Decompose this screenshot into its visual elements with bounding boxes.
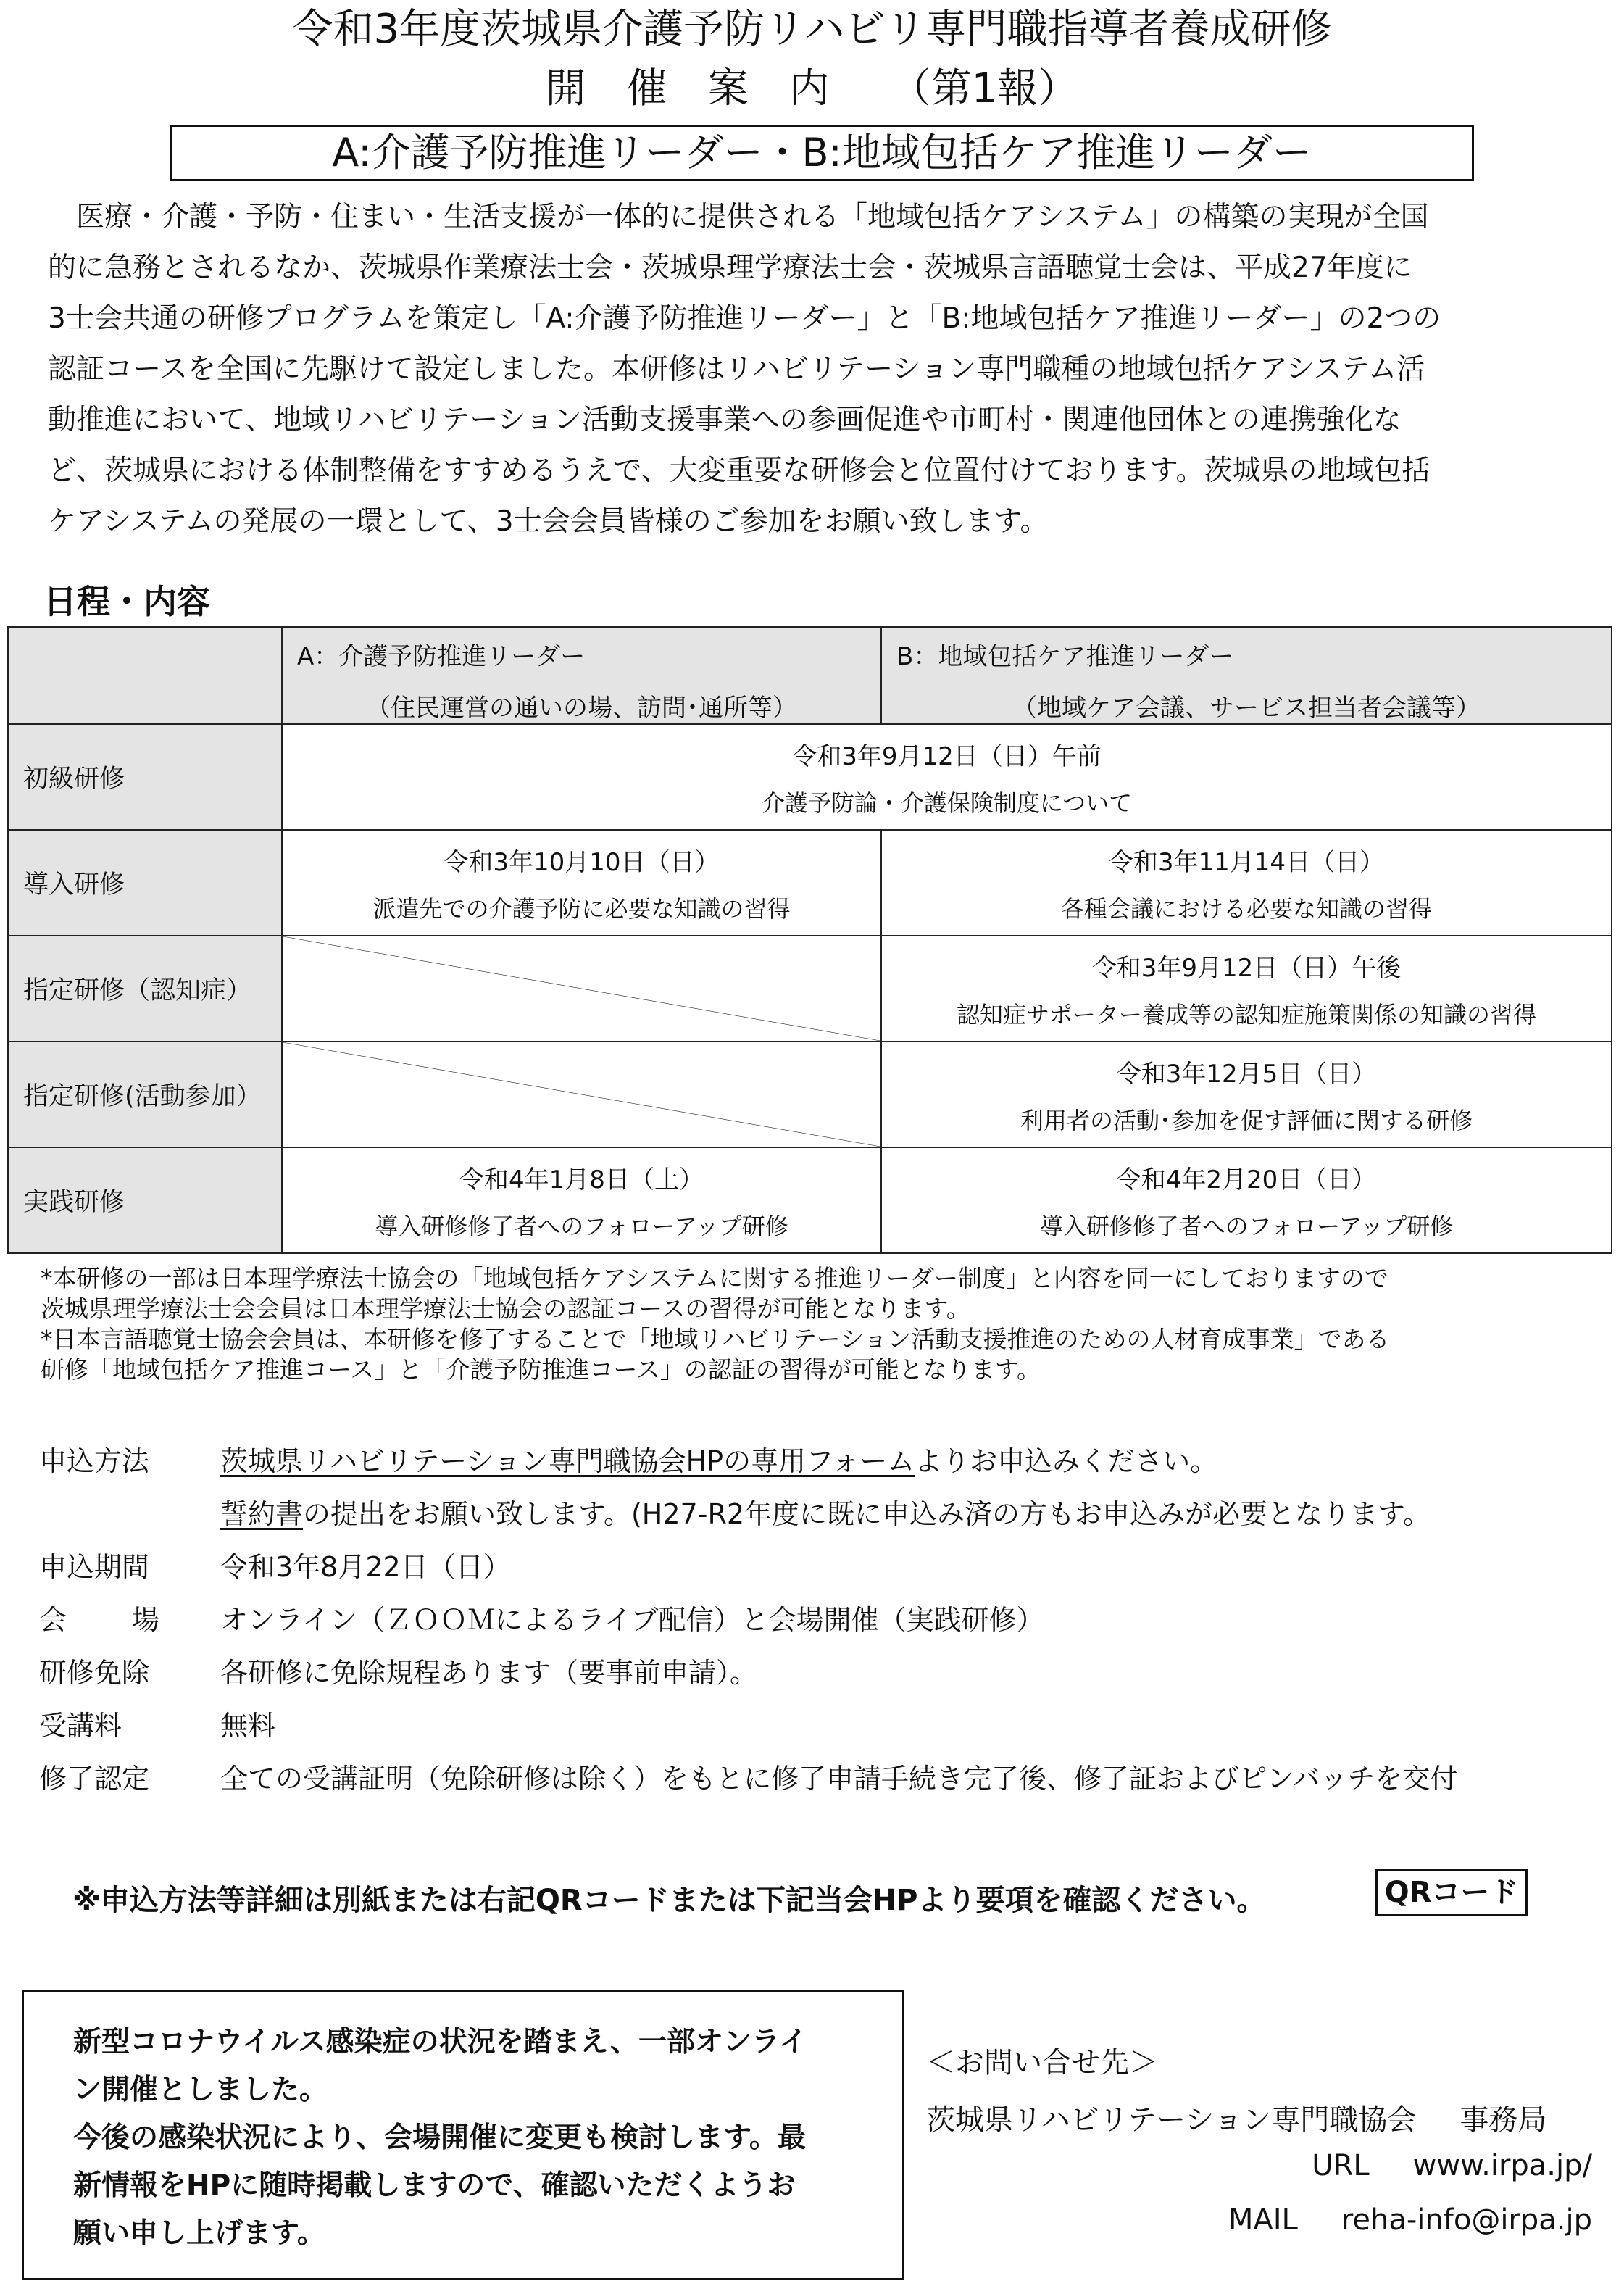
schedule-cell-a (282, 1147, 881, 1253)
covid-notice-box (22, 1990, 904, 2280)
info-value: よりお申込みください。 (915, 1445, 1218, 1477)
diagonal-slash (283, 936, 880, 1041)
covid-notice-line: 新情報をHPに随時掲載しますので、確認いただくようお (73, 2169, 796, 2202)
covid-notice-line: 新型コロナウイルス感染症の状況を踏まえ、一部オンライ (73, 2026, 807, 2058)
cell-description: 派遣先での介護予防に必要な知識の習得 (372, 894, 791, 923)
cell-date: 令和4年2月20日（日） (1116, 1165, 1377, 1194)
document-title: 令和3年度茨城県介護予防リハビリ専門職指導者養成研修 (292, 6, 1332, 53)
schedule-heading: 日程・内容 (43, 582, 210, 621)
info-label: 申込方法 (39, 1445, 150, 1477)
info-row-certification (39, 1756, 1457, 1809)
cell-date: 令和3年12月5日（日） (1116, 1059, 1377, 1089)
table-row (8, 1042, 1612, 1147)
organization-name: 茨城県リハビリテーション専門職協会 (926, 2103, 1417, 2137)
corner-cell (8, 627, 282, 724)
info-row-period (39, 1545, 1457, 1597)
info-value: の提出をお願い致します。(H27-R2年度に既に申込み済の方もお申込みが必要となります。 (303, 1498, 1431, 1530)
application-info (39, 1439, 1457, 1809)
footnote-line: 研修「地域包括ケア推進コース」と「介護予防推進コース」の認証の習得が可能となります。 (41, 1355, 1041, 1384)
footnote-line: *本研修の一部は日本理学療法士協会の「地域包括ケアシステムに関する推進リーダー制度」と内容を同一にしておりますので (41, 1264, 1388, 1292)
column-b-subtitle: （地域ケア会議、サービス担当者会議等） (1012, 694, 1481, 723)
not-applicable-cell (282, 1042, 881, 1147)
column-a-subtitle: （住民運営の通いの場、訪問･通所等） (366, 694, 797, 723)
row-label: 初級研修 (8, 724, 282, 830)
intro-line: 認証コースを全国に先駆けて設定しました。本研修はリハビリテーション専門職種の地域包括ケアシステム活 (48, 353, 1425, 386)
cell-date: 令和3年11月14日（日） (1108, 847, 1385, 877)
info-label: 修了認定 (39, 1763, 150, 1795)
intro-line: ど、茨城県における体制整備をすすめるうえで、大変重要な研修会と位置付けております。茨城県の地域包括 (48, 454, 1431, 487)
contact-organization (926, 2097, 1546, 2138)
column-header-a (282, 627, 881, 724)
info-value: 全ての受講証明（免除研修は除く）をもとに修了申請手続き完了後、修了証およびピンバッチを交付 (220, 1763, 1458, 1795)
contact-url (1312, 2149, 1592, 2182)
intro-line: 3士会共通の研修プログラムを策定し「A:介護予防推進リーダー」と「B:地域包括ケア推進リーダー」の2つの (48, 302, 1441, 335)
pledge-document-link[interactable]: 誓約書 (220, 1498, 304, 1530)
schedule-table (7, 626, 1612, 1254)
info-value: 無料 (220, 1710, 276, 1742)
cell-description: 利用者の活動･参加を促す評価に関する研修 (1020, 1106, 1473, 1134)
mail-label: MAIL (1228, 2203, 1298, 2237)
cell-description: 介護予防論・介護保険制度について (761, 789, 1133, 817)
schedule-cell-shared (282, 724, 1612, 830)
qr-code-box[interactable]: QRコード (1375, 1869, 1528, 1916)
row-label: 実践研修 (8, 1147, 282, 1253)
info-row-pledge (39, 1492, 1457, 1545)
table-row (8, 830, 1612, 936)
schedule-cell-a (282, 830, 881, 936)
cell-date: 令和4年1月8日（土） (459, 1165, 704, 1194)
not-applicable-cell (282, 936, 881, 1042)
info-value: オンライン（ＺＯＯＭによるライブ配信）と会場開催（実践研修） (220, 1604, 1044, 1636)
info-label-part: 会 (39, 1604, 67, 1636)
covid-notice-line: 今後の感染状況により、会場開催に変更も検討します。最 (73, 2121, 806, 2154)
mail-link[interactable]: reha-info@irpa.jp (1341, 2203, 1592, 2237)
document-subtitle-notice: 開 催 案 内 （第1報） (545, 65, 1079, 112)
info-label: 研修免除 (39, 1657, 150, 1689)
intro-paragraph (48, 192, 1577, 547)
info-label (39, 1597, 220, 1637)
cell-description: 導入研修修了者へのフォローアップ研修 (375, 1212, 788, 1240)
info-label: 受講料 (39, 1710, 122, 1742)
schedule-header-row (8, 627, 1612, 724)
footnotes (41, 1263, 1390, 1385)
info-row-apply (39, 1439, 1457, 1492)
schedule-cell-b (881, 1042, 1612, 1147)
column-a-title: A：介護予防推進リーダー (297, 642, 586, 671)
schedule-cell-b (881, 936, 1612, 1042)
contact-mail (1228, 2203, 1592, 2237)
application-form-link[interactable]: 茨城県リハビリテーション専門職協会HPの専用フォーム (220, 1445, 915, 1477)
table-row (8, 724, 1612, 830)
covid-notice-line: ン開催としました。 (73, 2074, 328, 2106)
footnote-line: 茨城県理学療法士会会員は日本理学療法士協会の認証コースの習得が可能となります。 (41, 1294, 970, 1323)
column-header-b (881, 627, 1612, 724)
details-notice: ※申込方法等詳細は別紙または右記QRコードまたは下記当会HPより要項を確認ください。 (72, 1884, 1266, 1917)
office-name: 事務局 (1459, 2103, 1547, 2137)
intro-line: 動推進において、地域リハビリテーション活動支援事業への参画促進や市町村・関連他団体との連携強化な (48, 404, 1402, 436)
cell-description: 各種会議における必要な知識の習得 (1060, 894, 1432, 923)
intro-line: 的に急務とされるなか、茨城県作業療法士会・茨城県理学療法士会・茨城県言語聴覚士会は、平成27年度に (48, 252, 1412, 284)
table-row (8, 936, 1612, 1042)
row-label: 導入研修 (8, 830, 282, 936)
cell-description: 導入研修修了者へのフォローアップ研修 (1039, 1212, 1454, 1240)
info-value: 令和3年8月22日（日） (220, 1551, 511, 1583)
diagonal-slash (283, 1042, 880, 1147)
url-label: URL (1312, 2149, 1370, 2182)
info-value: 各研修に免除規程あります（要事前申請）。 (220, 1657, 758, 1689)
info-label-part: 場 (131, 1604, 159, 1636)
cell-date: 令和3年10月10日（日） (444, 847, 720, 877)
schedule-cell-b (881, 830, 1612, 936)
row-label: 指定研修（認知症） (8, 936, 282, 1042)
intro-line: 医療・介護・予防・住まい・生活支援が一体的に提供される「地域包括ケアシステム」の構築の実現が全国 (48, 201, 1429, 233)
info-row-venue (39, 1597, 1457, 1650)
covid-notice-line: 願い申し上げます。 (73, 2217, 325, 2250)
info-row-fee (39, 1703, 1457, 1756)
cell-description: 認知症サポーター養成等の認知症施策関係の知識の習得 (956, 1000, 1536, 1028)
course-subtitle-box: A:介護予防推進リーダー・B:地域包括ケア推進リーダー (170, 125, 1474, 181)
intro-line: ケアシステムの発展の一環として、3士会会員皆様のご参加をお願い致します。 (48, 505, 1049, 538)
info-label: 申込期間 (39, 1551, 150, 1583)
url-link[interactable]: www.irpa.jp/ (1412, 2149, 1592, 2182)
contact-heading: ＜お問い合せ先＞ (926, 2046, 1158, 2079)
row-label: 指定研修(活動参加） (8, 1042, 282, 1147)
cell-date: 令和3年9月12日（日）午前 (792, 741, 1102, 771)
table-row (8, 1147, 1612, 1253)
schedule-cell-b (881, 1147, 1612, 1253)
column-b-title: B：地域包括ケア推進リーダー (896, 642, 1234, 671)
cell-date: 令和3年9月12日（日）午後 (1091, 953, 1402, 983)
info-row-exemption (39, 1650, 1457, 1703)
footnote-line: *日本言語聴覚士協会会員は、本研修を修了することで「地域リハビリテーション活動支援推進のための人材育成事業」である (41, 1325, 1390, 1353)
